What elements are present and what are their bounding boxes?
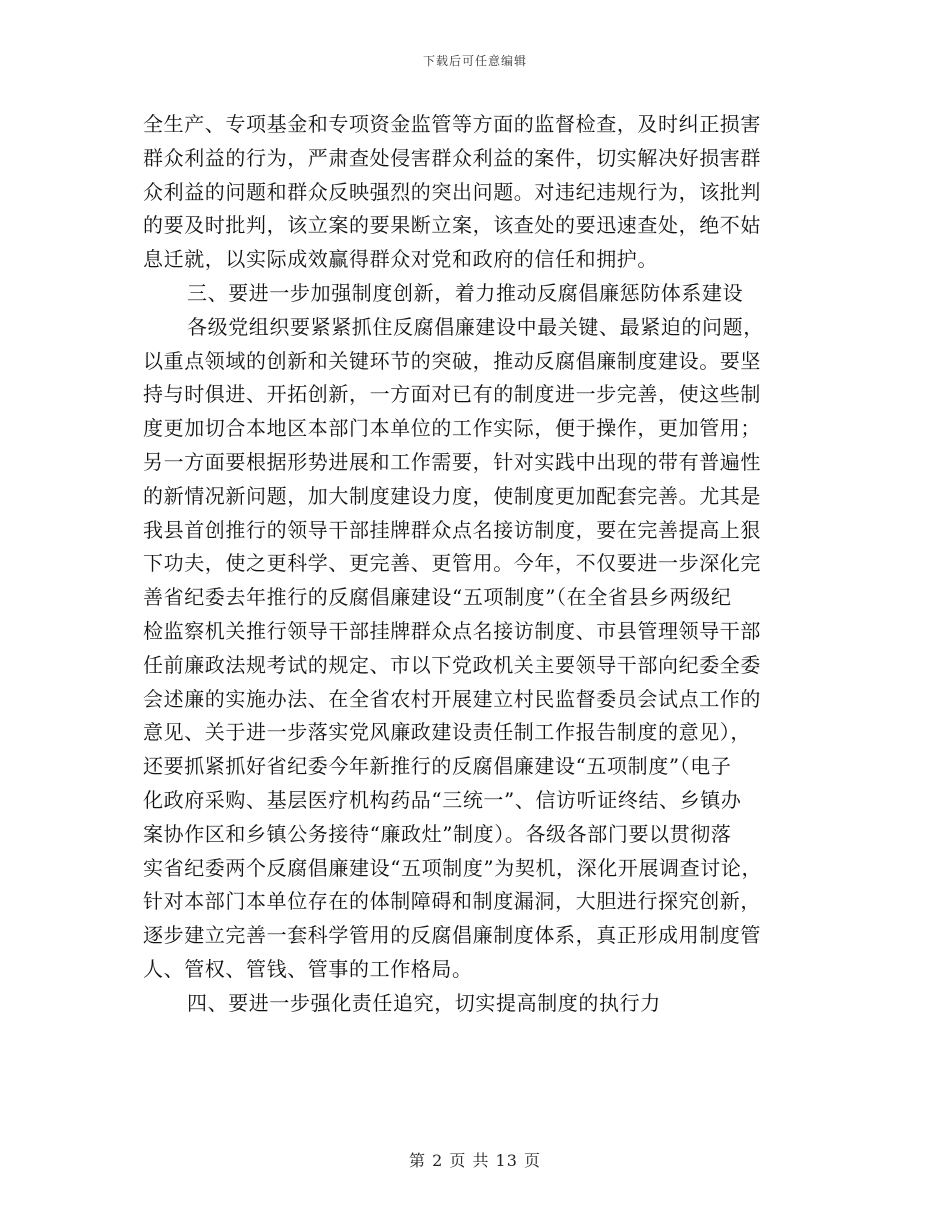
text-line: 另一方面要根据形势进展和工作需要，针对实践中出现的带有普遍性 [143, 449, 761, 474]
text-line: 息迁就，以实际成效赢得群众对党和政府的信任和拥护。 [143, 247, 658, 272]
text-line: 还要抓紧抓好省纪委今年新推行的反腐倡廉建设“五项制度”（电子 [143, 754, 732, 779]
text-line: 会述廉的实施办法、在全省农村开展建立村民监督委员会试点工作的 [143, 686, 761, 711]
text-line: 案协作区和乡镇公务接待“廉政灶”制度）。各级各部门要以贯彻落 [143, 821, 732, 846]
text-line: 各级党组织要紧紧抓住反腐倡廉建设中最关键、最紧迫的问题， [187, 314, 764, 339]
text-line: 检监察机关推行领导干部挂牌群众点名接访制度、市县管理领导干部 [143, 618, 761, 643]
text-line: 的新情况新问题，加大制度建设力度，使制度更加配套完善。尤其是 [143, 483, 761, 508]
text-line: 以重点领域的创新和关键环节的突破，推动反腐倡廉制度建设。要坚 [143, 348, 761, 373]
text-line: 化政府采购、基层医疗机构药品“三统一”、信访听证终结、乡镇办 [143, 787, 742, 812]
text-line: 持与时俱进、开拓创新，一方面对已有的制度进一步完善，使这些制 [143, 382, 761, 407]
text-line: 众利益的问题和群众反映强烈的突出问题。对违纪违规行为，该批判 [143, 179, 761, 204]
text-line: 逐步建立完善一套科学管用的反腐倡廉制度体系，真正形成用制度管 [143, 923, 761, 948]
text-line: 度更加切合本地区本部门本单位的工作实际，便于操作，更加管用； [143, 416, 761, 441]
text-line: 我县首创推行的领导干部挂牌群众点名接访制度，要在完善提高上狠 [143, 517, 761, 542]
section-heading-3: 三、要进一步加强制度创新，着力推动反腐倡廉惩防体系建设 [187, 280, 744, 305]
page-number: 第 2 页 共 13 页 [409, 1151, 541, 1170]
text-line: 人、管权、管钱、管事的工作格局。 [143, 956, 473, 981]
text-line: 实省纪委两个反腐倡廉建设“五项制度”为契机，深化开展调查讨论， [143, 855, 763, 880]
text-line: 任前廉政法规考试的规定、市以下党政机关主要领导干部向纪委全委 [143, 652, 761, 677]
text-line: 全生产、专项基金和专项资金监管等方面的监督检查，及时纠正损害 [143, 112, 761, 136]
document-body [143, 108, 803, 1021]
text-line: 群众利益的行为，严肃查处侵害群众利益的案件，切实解决好损害群 [143, 145, 761, 170]
text-line: 的要及时批判，该立案的要果断立案，该查处的要迅速查处，绝不姑 [143, 213, 761, 238]
text-line: 针对本部门本单位存在的体制障碍和制度漏洞，大胆进行探究创新， [143, 889, 761, 914]
text-line: 下功夫，使之更科学、更完善、更管用。今年，不仅要进一步深化完 [143, 551, 761, 576]
text-line: 意见、关于进一步落实党风廉政建设责任制工作报告制度的意见）， [143, 720, 751, 745]
page-header-note: 下载后可任意编辑 [422, 54, 527, 68]
section-heading-4: 四、要进一步强化责任追究，切实提高制度的执行力 [187, 990, 661, 1015]
text-line: 善省纪委去年推行的反腐倡廉建设“五项制度”（在全省县乡两级纪 [143, 585, 732, 610]
